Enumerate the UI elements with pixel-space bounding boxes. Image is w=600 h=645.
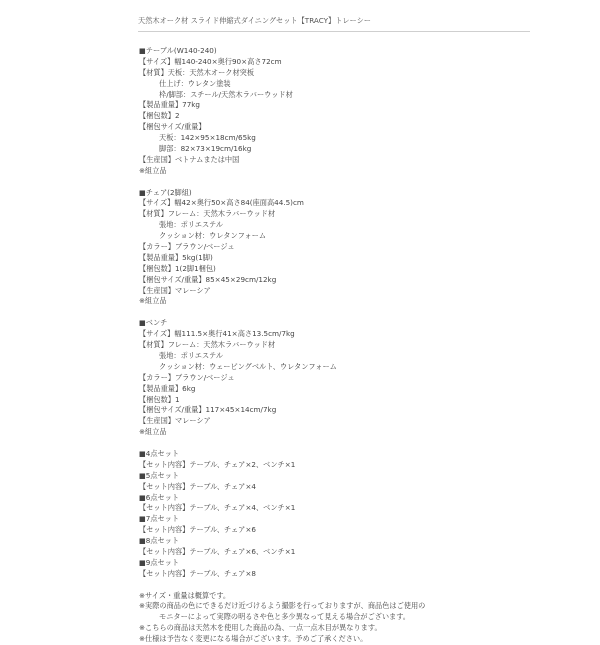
spec-line: 【製品重量】5kg(1脚)	[139, 252, 213, 262]
spec-line: 【梱包サイズ/重量】117×45×14cm/7kg	[139, 405, 277, 415]
section-heading: ■チェア(2脚組)	[139, 187, 192, 197]
spec-line: 【サイズ】幅111.5×奥行41×高さ13.5cm/7kg	[139, 329, 295, 339]
spec-line: 【カラー】ブラウン/ベージュ	[139, 372, 235, 382]
spec-line: 【サイズ】幅42×奥行50×高さ84(座面高44.5)cm	[139, 198, 304, 208]
spec-line: 【サイズ】幅140-240×奥行90×高さ72cm	[139, 56, 282, 66]
spec-line: 天板：142×95×18cm/65kg	[159, 133, 256, 143]
section-heading: ■8点セット	[139, 536, 180, 546]
spec-line: 【梱包サイズ/重量】	[139, 122, 206, 132]
spec-line: ※サイズ・重量は概算です。	[139, 590, 231, 600]
page-title: 天然木オーク材 スライド伸縮式ダイニングセット【TRACY】トレーシー	[138, 16, 530, 32]
spec-line: ※仕様は予告なく変更になる場合がございます。予めご了承ください。	[139, 634, 368, 644]
spec-line: 張地：ポリエステル	[159, 350, 224, 360]
spec-line: 【材質】フレーム：天然木ラバーウッド材	[139, 209, 276, 219]
spec-line: 【セット内容】テーブル、チェア×6、ベンチ×1	[139, 546, 296, 556]
spec-line: 【セット内容】テーブル、チェア×4	[139, 481, 256, 491]
spec-line: 【梱包数】2	[139, 111, 180, 121]
spec-line: 【生産国】マレーシア	[139, 285, 211, 295]
section-heading: ■ベンチ	[139, 318, 168, 328]
spec-line: 【生産国】ベトナムまたは中国	[139, 154, 240, 164]
section-gap	[139, 177, 530, 188]
spec-line: ※こちらの商品は天然木を使用した商品の為、一点一点木目が異なります。	[139, 623, 382, 633]
spec-line: クッション材：ウレタンフォーム	[159, 231, 267, 241]
spec-line: 仕上げ：ウレタン塗装	[159, 78, 231, 88]
spec-line: ※組立品	[139, 165, 167, 175]
section-heading: ■7点セット	[139, 514, 180, 524]
spec-line: 【セット内容】テーブル、チェア×2、ベンチ×1	[139, 459, 296, 469]
spec-line: 枠/脚部：スチール/天然木ラバーウッド材	[159, 89, 293, 99]
section-heading: ■テーブル(W140-240)	[139, 46, 217, 55]
spec-line: 張地：ポリエステル	[159, 220, 224, 230]
spec-line: 【梱包サイズ/重量】85×45×29cm/12kg	[139, 274, 277, 284]
section-gap	[139, 580, 530, 591]
spec-line: 【セット内容】テーブル、チェア×8	[139, 568, 256, 578]
section-gap	[139, 438, 530, 449]
spec-line: 【セット内容】テーブル、チェア×4、ベンチ×1	[139, 503, 296, 513]
spec-line: 【梱包数】1(2脚1梱包)	[139, 263, 216, 273]
spec-line: 脚部：82×73×19cm/16kg	[159, 144, 252, 154]
spec-line: 【材質】フレーム：天然木ラバーウッド材	[139, 340, 276, 350]
section-gap	[139, 307, 530, 318]
spec-line: ※組立品	[139, 427, 167, 437]
spec-line: 【製品重量】77kg	[139, 100, 200, 110]
spec-line: 【セット内容】テーブル、チェア×6	[139, 525, 256, 535]
spec-line: クッション材：ウェービングベルト、ウレタンフォーム	[159, 361, 337, 371]
spec-list	[139, 46, 530, 645]
spec-line: 【生産国】マレーシア	[139, 416, 211, 426]
spec-line: ※組立品	[139, 296, 167, 306]
spec-line: 【材質】天板：天然木オーク材突板	[139, 67, 255, 77]
spec-line: 【梱包数】1	[139, 394, 180, 404]
spec-line: ※実際の商品の色にできるだけ近づけるよう撮影を行っておりますが、商品色はご使用の	[139, 601, 426, 611]
section-heading: ■6点セット	[139, 492, 180, 502]
section-heading: ■4点セット	[139, 448, 180, 458]
spec-line: 【カラー】ブラウン/ベージュ	[139, 242, 235, 252]
spec-line: 【製品重量】6kg	[139, 383, 196, 393]
spec-line: モニターによって実際の明るさや色と多少異なって見える場合がございます。	[159, 612, 410, 622]
section-heading: ■5点セット	[139, 470, 180, 480]
section-heading: ■9点セット	[139, 557, 180, 567]
